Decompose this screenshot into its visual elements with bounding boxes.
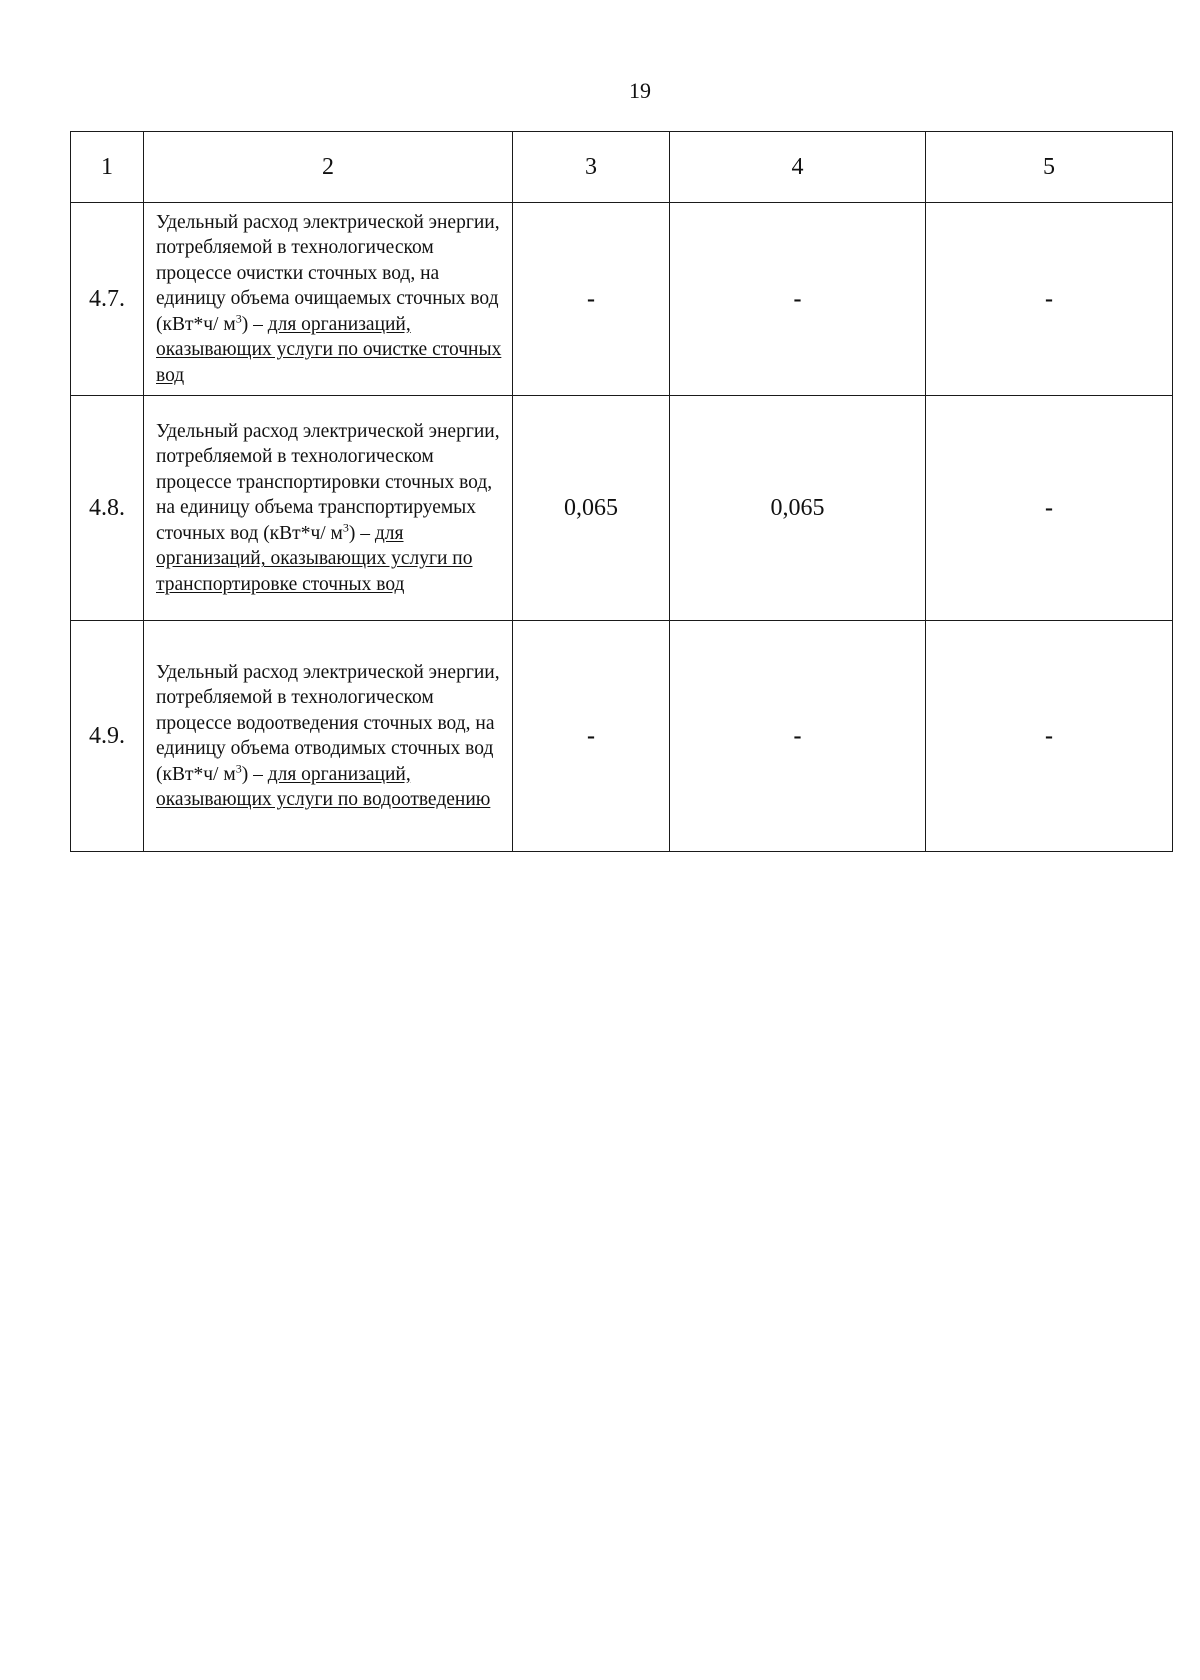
description-underlined: для организаций, оказывающих услуги по очистке сточных вод bbox=[156, 313, 502, 386]
description-dash: – bbox=[355, 522, 375, 544]
superscript: 3 bbox=[235, 761, 242, 775]
description-text: Удельный расход электрической энергии, потребляемой в технологическом процессе транспортировки сточных вод, на единицу объема транспортируемых сточных вод (кВт*ч/ м bbox=[156, 420, 500, 544]
value-col3: - bbox=[513, 203, 670, 396]
header-cell-1: 1 bbox=[71, 132, 144, 203]
table-row bbox=[71, 396, 1173, 621]
value-col3: - bbox=[513, 621, 670, 852]
description-text: Удельный расход электрической энергии, потребляемой в технологическом процессе водоотведения сточных вод, на единицу объема отводимых сточных вод (кВт*ч/ м bbox=[156, 661, 500, 785]
header-cell-3: 3 bbox=[513, 132, 670, 203]
table-row bbox=[71, 203, 1173, 396]
value-col5: - bbox=[926, 396, 1173, 621]
header-cell-2: 2 bbox=[144, 132, 513, 203]
row-description bbox=[144, 396, 513, 621]
header-cell-5: 5 bbox=[926, 132, 1173, 203]
header-cell-4: 4 bbox=[670, 132, 926, 203]
value-col3: 0,065 bbox=[513, 396, 670, 621]
description-close: ) bbox=[241, 763, 249, 785]
value-col4: - bbox=[670, 621, 926, 852]
description-dash: – bbox=[248, 763, 268, 785]
row-number: 4.8. bbox=[71, 396, 144, 621]
description-underlined: для организаций, оказывающих услуги по водоотведению bbox=[156, 763, 491, 810]
superscript: 3 bbox=[342, 520, 349, 535]
row-number: 4.9. bbox=[71, 621, 144, 852]
row-number: 4.7. bbox=[71, 203, 144, 396]
table-row bbox=[71, 621, 1173, 852]
table-header-row bbox=[71, 132, 1173, 203]
value-col5: - bbox=[926, 621, 1173, 852]
value-col4: - bbox=[670, 203, 926, 396]
description-dash: – bbox=[248, 313, 268, 335]
row-description bbox=[144, 203, 513, 396]
indicators-table bbox=[70, 131, 1173, 852]
description-text: Удельный расход электрической энергии, потребляемой в технологическом процессе очистки сточных вод, на единицу объема очищаемых сточных вод (кВт*ч/ м bbox=[156, 211, 500, 335]
description-close: ) bbox=[241, 313, 249, 335]
value-col5: - bbox=[926, 203, 1173, 396]
description-close: ) bbox=[348, 522, 356, 544]
superscript: 3 bbox=[235, 311, 242, 326]
row-description bbox=[144, 621, 513, 852]
page-number: 19 bbox=[629, 78, 651, 103]
description-underlined: для организаций, оказывающих услуги по транспортировке сточных вод bbox=[156, 522, 473, 595]
value-col4: 0,065 bbox=[670, 396, 926, 621]
